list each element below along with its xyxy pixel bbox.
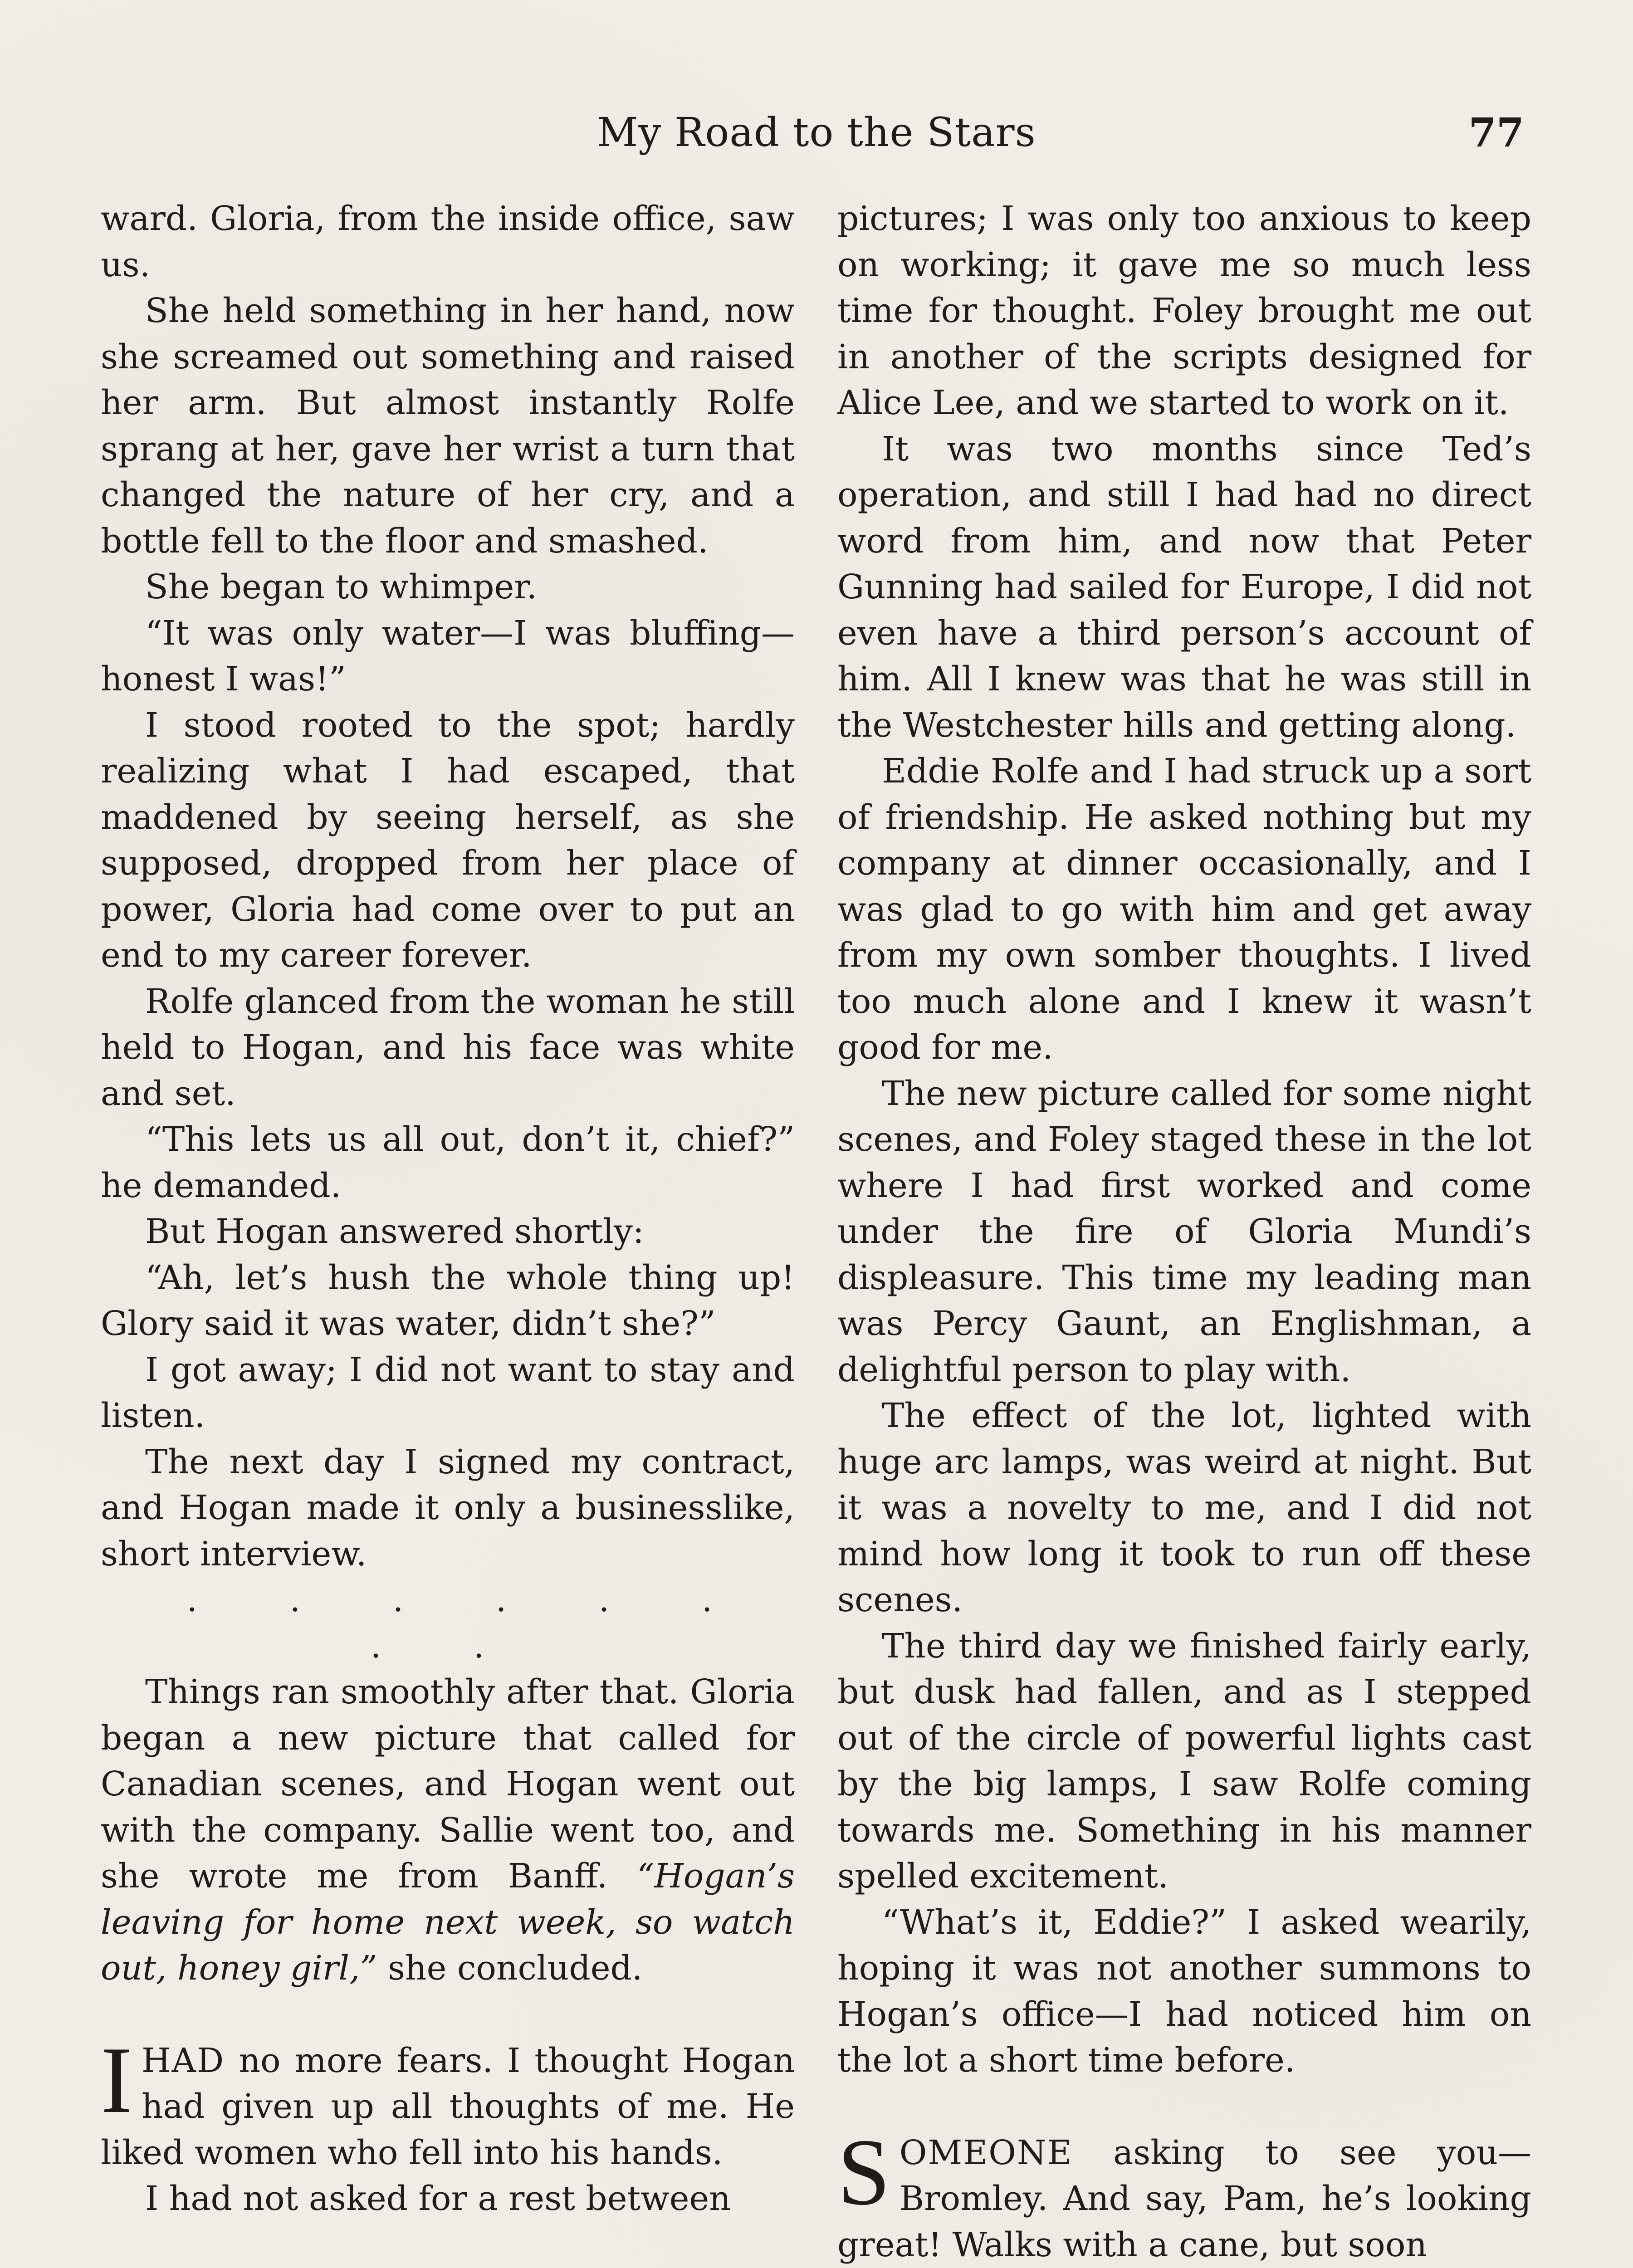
paragraph: “What’s it, Eddie?” I asked wearily, hoping it was not another summons to Hogan’s office—I had noticed him on the lot a short time before. xyxy=(837,1902,1531,2080)
paragraph-text: Things ran smoothly after that. Gloria began a new picture that called for Canadian scenes, and Hogan went out with the company. Sallie went too, and she wrote me from Banff. xyxy=(101,1672,795,1896)
paragraph: pictures; I was only too anxious to keep on working; it gave me so much less time for thought. Foley brought me out in another of the scripts designed for Alice Lee, and we started to work on it. xyxy=(837,199,1531,422)
paragraph: The next day I signed my contract, and Hogan made it only a businesslike, short interview. xyxy=(101,1442,795,1574)
paragraph: I got away; I did not want to stay and listen. xyxy=(101,1350,795,1435)
paragraph-tail: she concluded. xyxy=(387,1949,643,1988)
quoted-letter: “Hogan’s leaving for home next week, so watch out, honey girl,” xyxy=(101,1857,795,1988)
paragraph: “This lets us all out, don’t it, chief?” he demanded. xyxy=(101,1120,795,1205)
section-gap xyxy=(837,2084,1531,2130)
section-separator: . . . . . . . . xyxy=(186,1580,753,1666)
paragraph-text: asking to see you—Bromley. And say, Pam, he’s looking great! Walks with a cane, but soon xyxy=(837,2133,1531,2264)
running-title: My Road to the Stars xyxy=(597,109,1036,156)
section-opening-paragraph xyxy=(101,2027,795,2176)
right-column xyxy=(837,196,1531,2268)
paragraph: I had not asked for a rest between xyxy=(145,2179,731,2218)
paragraph: “It was only water—I was bluffing—honest I was!” xyxy=(101,613,795,699)
paragraph-text: no more fears. I thought Hogan had given up all thoughts of me. He liked women who fell into his hands. xyxy=(101,2041,795,2172)
paragraph: The effect of the lot, lighted with huge arc lamps, was weird at night. But it was a novelty to me, and I did not mind how long it took to run off these scenes. xyxy=(837,1396,1531,1619)
running-header xyxy=(100,109,1533,163)
drop-cap: S xyxy=(837,2119,890,2225)
paragraph: The third day we finished fairly early, but dusk had fallen, and as I stepped out of the circle of powerful lights cast by the big lamps, I saw Rolfe coming towards me. Something in his manner spelled excitement. xyxy=(837,1626,1531,1896)
paragraph: The new picture called for some night scenes, and Foley staged these in the lot where I had first worked and come under the fire of Gloria Mundi’s displeasure. This time my leading man was Percy Gaunt, an Englishman, a delightful person to play with. xyxy=(837,1074,1531,1389)
lead-in: HAD xyxy=(141,2041,225,2080)
page-number: 77 xyxy=(1468,109,1524,156)
paragraph: It was two months since Ted’s operation, and still I had had no direct word from him, and now that Peter Gunning had sailed for Europe, I did not even have a third person’s account of him. All I knew was that he was still in the Westchester hills and getting along. xyxy=(837,429,1531,745)
paragraph: She began to whimper. xyxy=(145,567,538,606)
paragraph: ward. Gloria, from the inside office, saw us. xyxy=(101,199,795,284)
lead-in: OMEONE xyxy=(899,2133,1073,2172)
paragraph: She held something in her hand, now she screamed out something and raised her arm. But almost instantly Rolfe sprang at her, gave her wrist a turn that changed the nature of her cry, and a bottle fell to the floor and smashed. xyxy=(101,291,795,561)
paragraph: But Hogan answered shortly: xyxy=(145,1212,644,1251)
paragraph: “Ah, let’s hush the whole thing up! Glory said it was water, didn’t she?” xyxy=(101,1258,795,1343)
paragraph: I stood rooted to the spot; hardly realizing what I had escaped, that maddened by seeing herself, as she supposed, dropped from her place of power, Gloria had come over to put an end to my career forever. xyxy=(101,705,795,975)
left-column xyxy=(101,196,795,2222)
paragraph: Eddie Rolfe and I had struck up a sort of friendship. He asked nothing but my company at dinner occasionally, and I was glad to go with him and get away from my own somber thoughts. I lived too much alone and I knew it wasn’t good for me. xyxy=(837,752,1531,1067)
paragraph: Rolfe glanced from the woman he still held to Hogan, and his face was white and set. xyxy=(101,982,795,1113)
drop-cap: I xyxy=(101,2027,132,2133)
paragraph xyxy=(101,1669,795,1992)
section-gap xyxy=(101,1992,795,2038)
section-opening-paragraph xyxy=(837,2119,1531,2268)
